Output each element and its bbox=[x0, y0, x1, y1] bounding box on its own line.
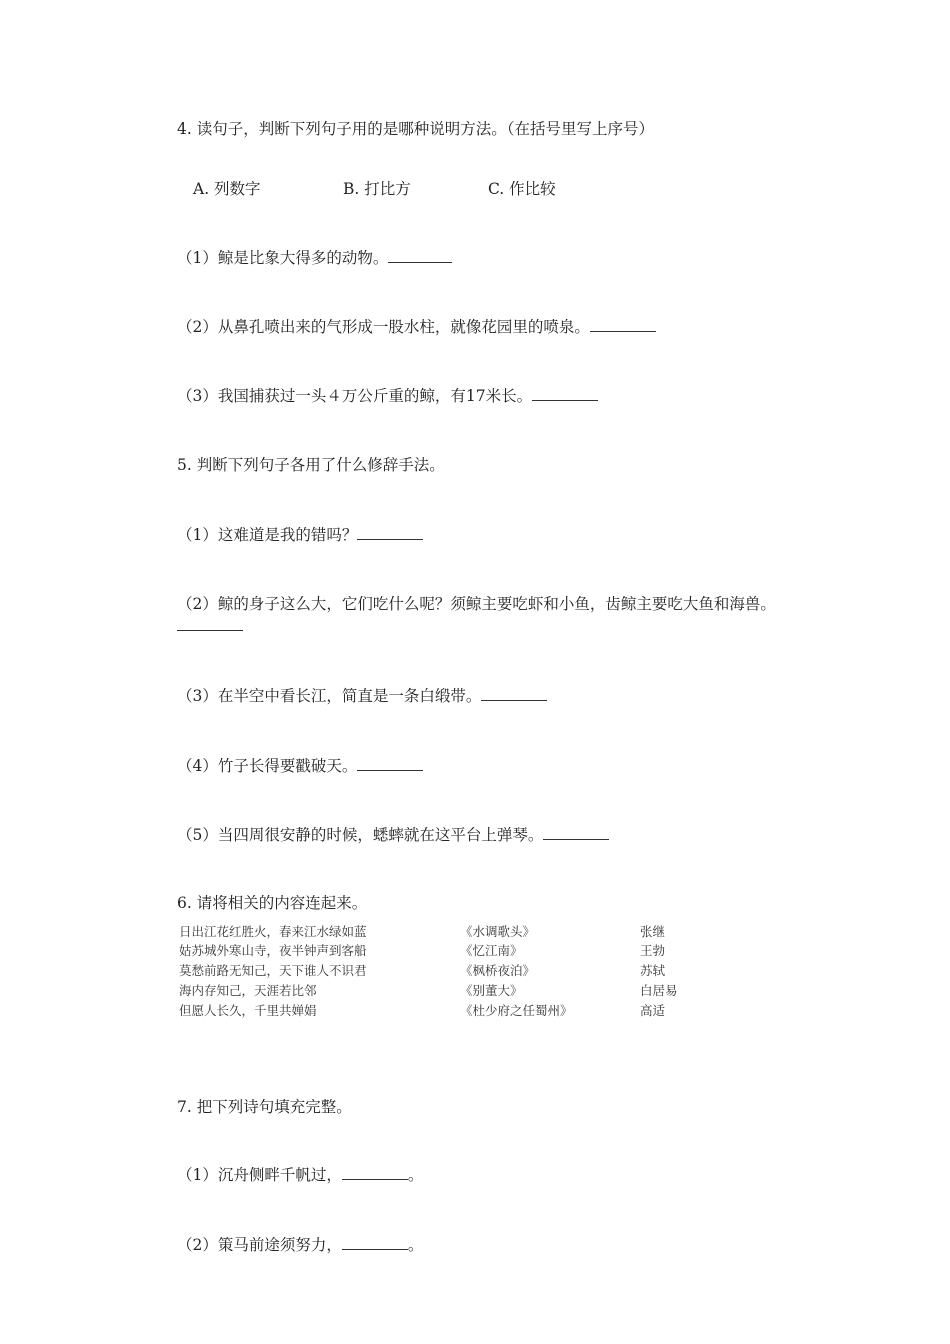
author-1[interactable]: 张继 bbox=[640, 924, 666, 939]
q6-title: 6. 请将相关的内容连起来。 bbox=[177, 894, 368, 912]
poem-4[interactable]: 《别董大》 bbox=[460, 983, 523, 998]
poem-2[interactable]: 《忆江南》 bbox=[460, 943, 523, 958]
q7-item-2 bbox=[177, 1235, 423, 1255]
q5-item-5 bbox=[177, 825, 609, 845]
poem-1[interactable]: 《水调歌头》 bbox=[460, 924, 536, 939]
q5-item-2-blank-line bbox=[177, 616, 243, 636]
q7-item-1-prefix: （1）沉舟侧畔千帆过， bbox=[177, 1166, 342, 1184]
author-4[interactable]: 白居易 bbox=[640, 983, 678, 998]
author-2[interactable]: 王勃 bbox=[640, 943, 666, 958]
q5-item-3-text: （3）在半空中看长江，简直是一条白缎带。 bbox=[177, 687, 482, 705]
answer-blank[interactable] bbox=[357, 525, 423, 540]
q5-title: 5. 判断下列句子各用了什么修辞手法。 bbox=[177, 456, 445, 474]
q5-item-1-text: （1）这难道是我的错吗？ bbox=[177, 526, 358, 544]
q4-item-2-text: （2）从鼻孔喷出来的气形成一股水柱，就像花园里的喷泉。 bbox=[177, 318, 590, 336]
q4-item-1 bbox=[177, 248, 452, 268]
q4-option-b: B. 打比方 bbox=[343, 180, 411, 198]
q5-item-4 bbox=[177, 756, 423, 776]
q5-item-5-text: （5）当四周很安静的时候，蟋蟀就在这平台上弹琴。 bbox=[177, 826, 544, 844]
answer-blank[interactable] bbox=[481, 686, 547, 701]
q5-item-2-text: （2）鲸的身子这么大，它们吃什么呢？须鲸主要吃虾和小鱼，齿鲸主要吃大鱼和海兽。 bbox=[177, 595, 776, 613]
verse-3[interactable]: 莫愁前路无知己，天下谁人不识君 bbox=[179, 963, 367, 978]
q5-item-1 bbox=[177, 525, 423, 545]
poem-5[interactable]: 《杜少府之任蜀州》 bbox=[460, 1003, 573, 1018]
q4-option-a: A. 列数字 bbox=[193, 180, 261, 198]
verse-5[interactable]: 但愿人长久，千里共婵娟 bbox=[179, 1003, 317, 1018]
verse-4[interactable]: 海内存知己，天涯若比邻 bbox=[179, 983, 317, 998]
answer-blank[interactable] bbox=[342, 1235, 408, 1250]
q7-item-1 bbox=[177, 1165, 423, 1185]
answer-blank[interactable] bbox=[532, 386, 598, 401]
answer-blank[interactable] bbox=[342, 1165, 408, 1180]
q4-item-2 bbox=[177, 317, 656, 337]
q4-item-1-text: （1）鲸是比象大得多的动物。 bbox=[177, 249, 389, 267]
q7-title: 7. 把下列诗句填充完整。 bbox=[177, 1098, 352, 1116]
q4-title: 4. 读句子，判断下列句子用的是哪种说明方法。（在括号里写上序号） bbox=[177, 120, 654, 138]
answer-blank[interactable] bbox=[543, 825, 609, 840]
q5-item-4-text: （4）竹子长得要戳破天。 bbox=[177, 757, 358, 775]
answer-blank[interactable] bbox=[177, 616, 243, 631]
q4-item-3-text: （3）我国捕获过一头４万公斤重的鲸，有17米长。 bbox=[177, 387, 533, 405]
verse-2[interactable]: 姑苏城外寒山寺，夜半钟声到客船 bbox=[179, 943, 367, 958]
q5-item-3 bbox=[177, 686, 547, 706]
answer-blank[interactable] bbox=[388, 248, 452, 263]
q5-item-2 bbox=[177, 594, 776, 614]
q7-item-2-suffix: 。 bbox=[407, 1236, 424, 1254]
poem-3[interactable]: 《枫桥夜泊》 bbox=[460, 963, 536, 978]
q7-item-2-prefix: （2）策马前途须努力， bbox=[177, 1236, 342, 1254]
author-5[interactable]: 高适 bbox=[640, 1003, 666, 1018]
verse-1[interactable]: 日出江花红胜火，春来江水绿如蓝 bbox=[179, 924, 367, 939]
author-3[interactable]: 苏轼 bbox=[640, 963, 666, 978]
q4-item-3 bbox=[177, 386, 598, 406]
q7-item-1-suffix: 。 bbox=[407, 1166, 424, 1184]
answer-blank[interactable] bbox=[590, 317, 656, 332]
answer-blank[interactable] bbox=[357, 756, 423, 771]
q4-option-c: C. 作比较 bbox=[488, 180, 556, 198]
